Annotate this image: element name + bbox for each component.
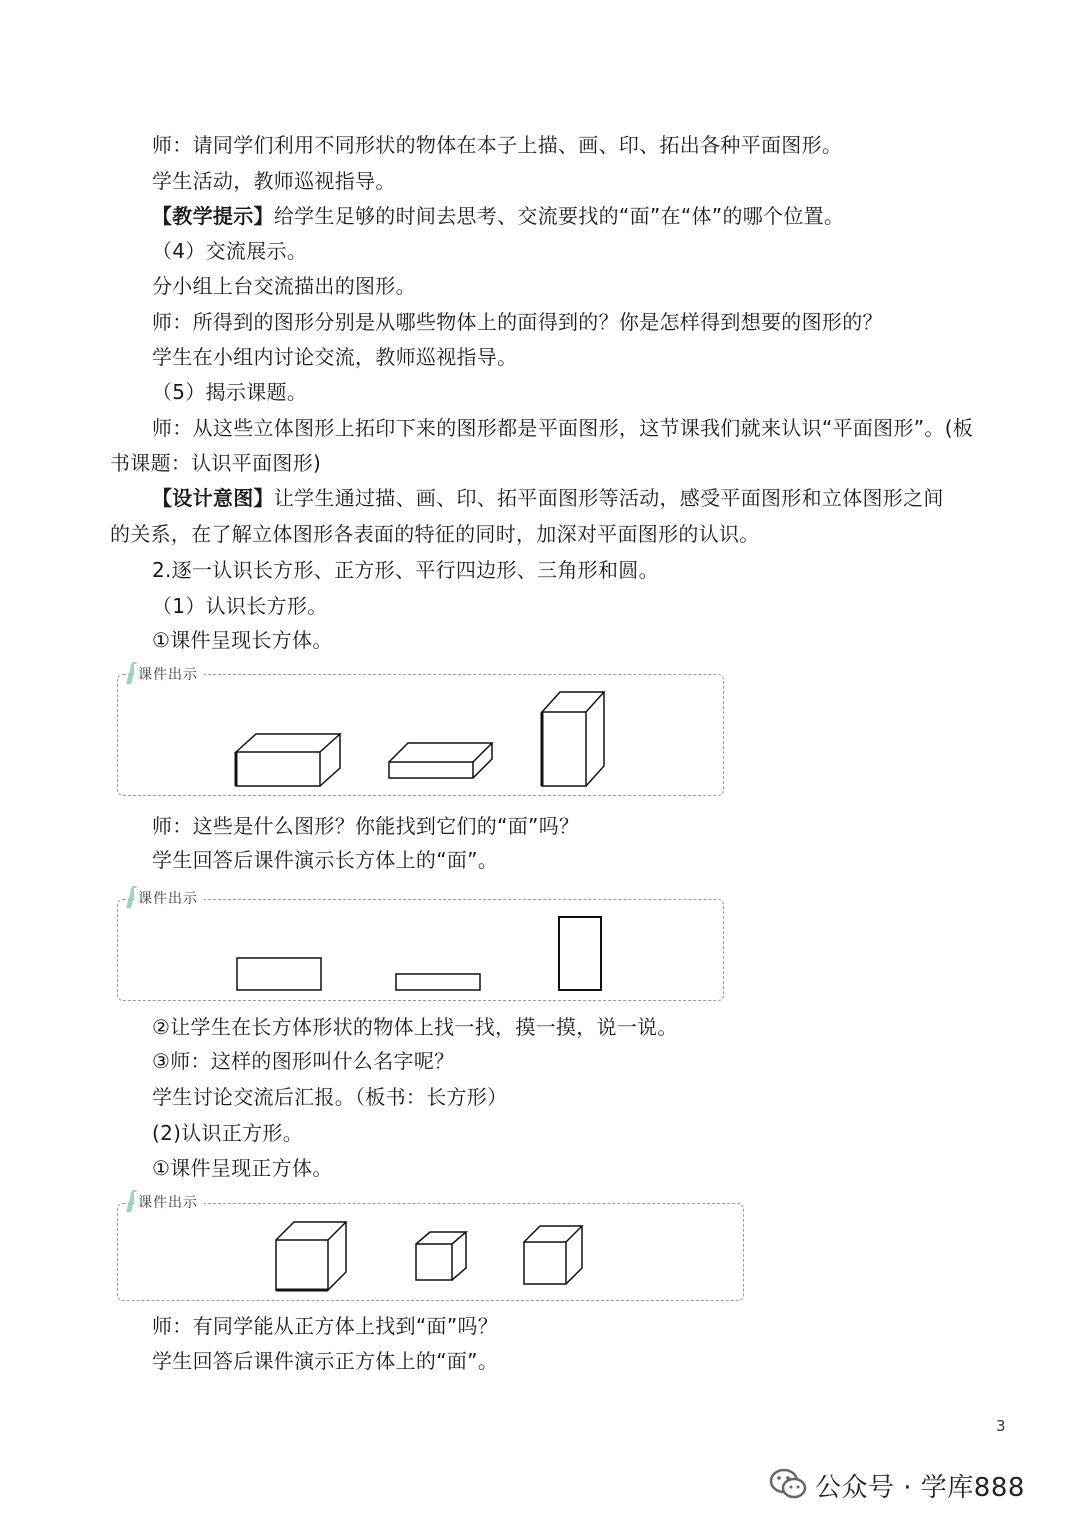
tip-text: 给学生足够的时间去思考、交流要找的“面”在“体”的哪个位置。	[273, 204, 845, 228]
figure-tag: 课件出示	[134, 664, 204, 684]
text-line: 师：所得到的图形分别是从哪些物体上的面得到的？你是怎样得到想要的图形的？	[152, 310, 883, 334]
text-line: （4）交流展示。	[152, 239, 308, 263]
text-line: 学生在小组内讨论交流，教师巡视指导。	[152, 345, 518, 369]
text-line: 学生回答后课件演示长方体上的“面”。	[152, 848, 499, 872]
text-line: 学生活动，教师巡视指导。	[152, 169, 396, 193]
text-line: 学生讨论交流后汇报。（板书：长方形）	[152, 1085, 508, 1109]
text-line: 分小组上台交流描出的图形。	[152, 274, 416, 298]
design-label: 【设计意图】	[152, 486, 274, 510]
text-line: ①课件呈现正方体。	[152, 1156, 333, 1180]
text-line: ①课件呈现长方体。	[152, 628, 333, 652]
text-line: 的关系，在了解立体图形各表面的特征的同时，加深对平面图形的认识。	[110, 522, 760, 546]
cube-shape-2	[416, 1232, 466, 1280]
text-line: ②让学生在长方体形状的物体上找一找，摸一摸，说一说。	[152, 1015, 678, 1039]
text-line: 师：这些是什么图形？你能找到它们的“面”吗？	[152, 814, 580, 838]
page-number: 3	[996, 1417, 1006, 1435]
cube-shape-3	[524, 1226, 582, 1284]
tip-label: 【教学提示】	[152, 204, 274, 228]
cube-shape-1	[276, 1222, 346, 1290]
design-text: 让学生通过描、画、印、拓平面图形等活动，感受平面图形和立体图形之间	[273, 486, 944, 510]
wechat-icon	[768, 1466, 808, 1502]
text-line: 学生回答后课件演示正方体上的“面”。	[152, 1349, 499, 1373]
text-line: 2.逐一认识长方形、正方形、平行四边形、三角形和圆。	[152, 558, 659, 582]
text-line: （5）揭示课题。	[152, 380, 308, 404]
text-line: 师：请同学们利用不同形状的物体在本子上描、画、印、拓出各种平面图形。	[152, 133, 843, 157]
text-line: （1）认识长方形。	[152, 594, 328, 618]
text-line: 师：从这些立体图形上拓印下来的图形都是平面图形，这节课我们就来认识“平面图形”。(板	[152, 416, 974, 440]
figure-tag: 课件出示	[134, 888, 204, 908]
text-line: ③师：这样的图形叫什么名字呢？	[152, 1049, 455, 1073]
text-line: (2)认识正方形。	[152, 1121, 304, 1145]
watermark: 公众号 · 学库888	[815, 1473, 1025, 1503]
figure-tag: 课件出示	[134, 1192, 204, 1212]
text-line: 书课题：认识平面图形)	[110, 451, 322, 475]
text-line: 师：有同学能从正方体上找到“面”吗？	[152, 1314, 499, 1338]
